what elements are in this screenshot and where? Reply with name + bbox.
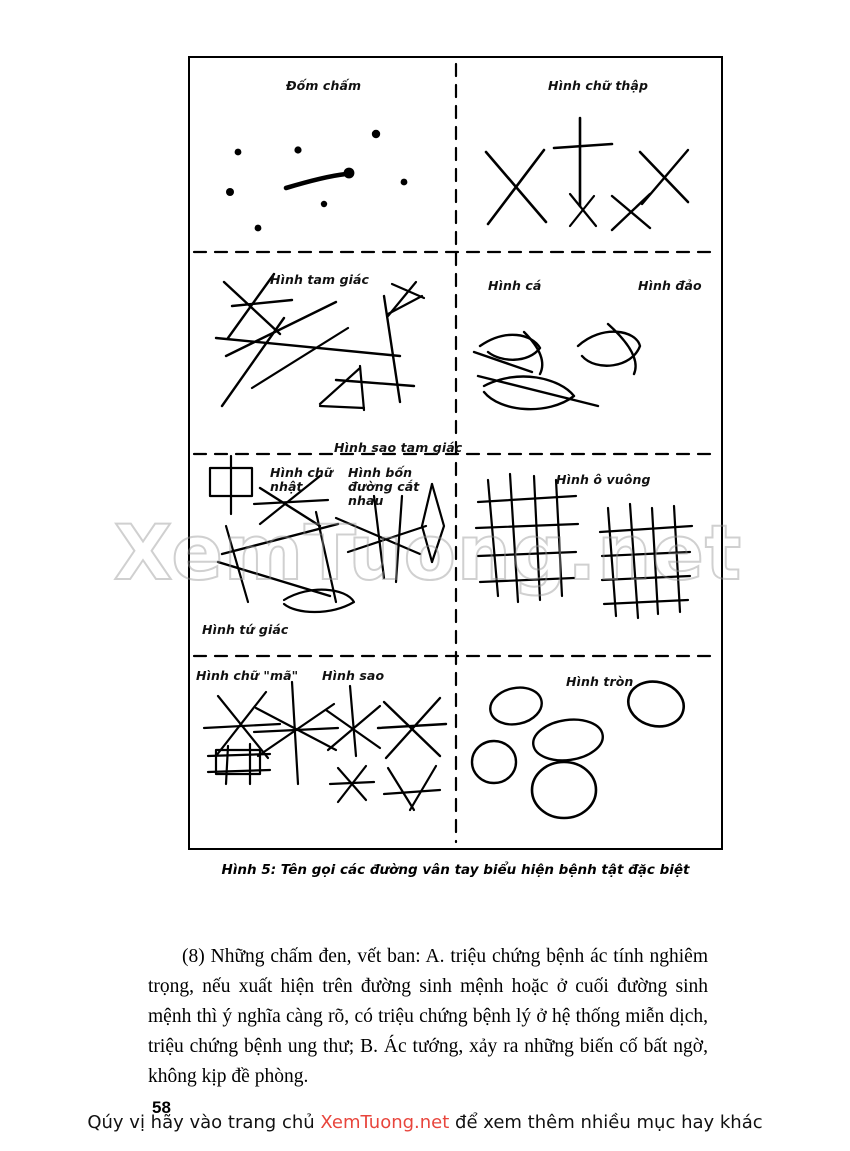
label-hinh-chu-nhat: Hình chữ nhật bbox=[270, 465, 333, 494]
footer-note bbox=[0, 1112, 850, 1133]
label-hinh-sao: Hình sao bbox=[322, 668, 385, 683]
label-hinh-tam-giac: Hình tam giác bbox=[270, 272, 370, 287]
body-paragraph: (8) Những chấm đen, vết ban: A. triệu chứng bệnh ác tính nghiêm trọng, nếu xuất hiện trên đường sinh mệnh hoặc ở cuối đường sinh mệnh thì ý nghĩa càng rõ, có triệu chứng bệnh lý ở hệ thống miễn dịch, triệu chứng bệnh ung thư; B. Ác tướng, xảy ra những biến cố bất ngờ, không kịp đề phòng. bbox=[148, 945, 708, 1087]
label-hinh-chu-ma: Hình chữ "mã" bbox=[196, 668, 299, 683]
label-hinh-tron: Hình tròn bbox=[566, 674, 634, 689]
footer-text-before: Qúy vị hãy vào trang chủ bbox=[87, 1112, 321, 1133]
label-hinh-tu-giac: Hình tứ giác bbox=[202, 622, 289, 637]
footer-brand-link[interactable]: XemTuong.net bbox=[320, 1112, 450, 1133]
label-hinh-sao-tam-giac: Hình sao tam giác bbox=[334, 440, 463, 455]
page-number: 58 bbox=[152, 1098, 171, 1117]
label-dom-cham: Đốm chấm bbox=[286, 78, 362, 93]
footer-text-after: để xem thêm nhiều mục hay khác bbox=[449, 1112, 763, 1133]
figure-caption: Hình 5: Tên gọi các đường vân tay biểu hiện bệnh tật đặc biệt bbox=[221, 862, 690, 878]
label-hinh-bon-duong-cat-nhau: Hình bốn đường cắt nhau bbox=[348, 465, 420, 508]
label-hinh-dao: Hình đảo bbox=[638, 278, 702, 293]
label-hinh-chu-thap: Hình chữ thập bbox=[548, 78, 649, 93]
label-hinh-ca: Hình cá bbox=[488, 278, 542, 293]
label-hinh-o-vuong: Hình ô vuông bbox=[556, 472, 651, 487]
figure-container bbox=[188, 56, 723, 850]
